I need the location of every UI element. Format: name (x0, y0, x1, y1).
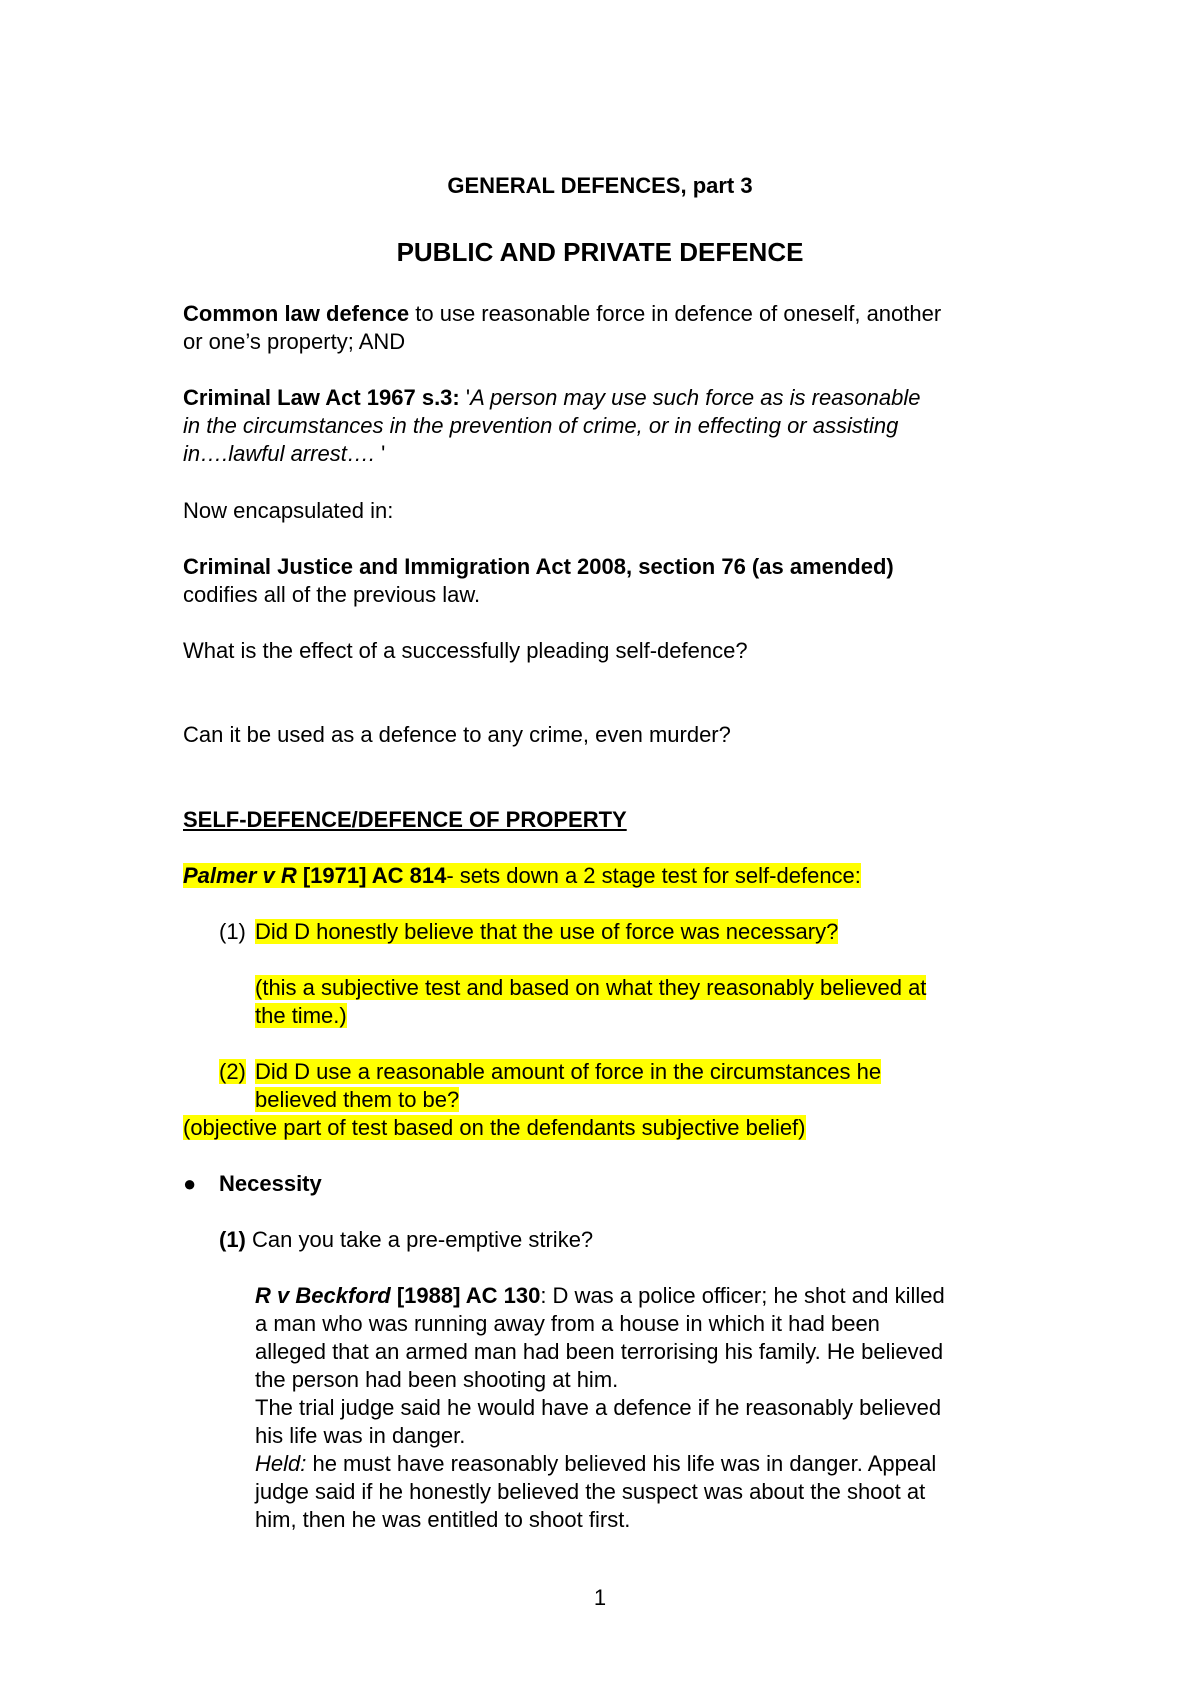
common-law-label: Common law defence (183, 301, 410, 326)
document-subtitle: PUBLIC AND PRIVATE DEFENCE (396, 237, 804, 267)
held-label: Held: (255, 1451, 307, 1476)
paragraph-common-law-line2: or one’s property; AND (183, 329, 406, 354)
stage-1-question: Did D honestly believe that the use of force was necessary? (255, 919, 839, 944)
palmer-v-r-line (183, 862, 861, 890)
quote-line-3-wrap (183, 440, 385, 468)
stage-1-note-line-1: (this a subjective test and based on what they reasonably believed at (255, 975, 927, 1000)
quote-close: ' (374, 441, 386, 466)
stage-2-note: (objective part of test based on the defendants subjective belief) (183, 1115, 806, 1140)
quote-line-2: in the circumstances in the prevention of crime, or in effecting or assisting (183, 413, 899, 438)
beckford-text: : D was a police officer; he shot and killed (540, 1283, 945, 1308)
beckford-case-name: R v Beckford (255, 1283, 391, 1308)
question-any-crime: Can it be used as a defence to any crime, even murder? (183, 722, 731, 747)
beckford-held-line (255, 1450, 936, 1478)
beckford-line-2: a man who was running away from a house in which it had been (255, 1311, 880, 1336)
stage-2-question-line-1: Did D use a reasonable amount of force in the circumstances he (255, 1059, 882, 1084)
beckford-citation: [1988] AC 130 (390, 1283, 541, 1308)
bullet-necessity: Necessity (219, 1171, 322, 1196)
stage-2-number: (2) (219, 1059, 246, 1084)
quote-open: ' (459, 385, 471, 410)
page-number: 1 (593, 1585, 607, 1610)
quote-line-1: A person may use such force as is reasonable (470, 385, 921, 410)
criminal-law-act-label: Criminal Law Act 1967 s.3: (183, 385, 460, 410)
paragraph-now-encapsulated: Now encapsulated in: (183, 498, 394, 523)
pre-emptive-question: Can you take a pre-emptive strike? (245, 1227, 594, 1252)
palmer-citation: [1971] AC 814 (296, 863, 447, 888)
paragraph-criminal-law-act (183, 384, 920, 412)
beckford-line-3: alleged that an armed man had been terrorising his family. He believed (255, 1339, 944, 1364)
stage-1-note-line-2: the time.) (255, 1003, 347, 1028)
pre-emptive-strike-line (219, 1226, 593, 1254)
question-effect: What is the effect of a successfully pleading self-defence? (183, 638, 748, 663)
beckford-held-line-3: him, then he was entitled to shoot first. (255, 1507, 631, 1532)
common-law-text: to use reasonable force in defence of oneself, another (409, 301, 942, 326)
beckford-held-line-2: judge said if he honestly believed the suspect was about the shoot at (255, 1479, 926, 1504)
palmer-case-name: Palmer v R (183, 863, 297, 888)
palmer-text: - sets down a 2 stage test for self-defence: (446, 863, 861, 888)
pre-emptive-number: (1) (219, 1227, 246, 1252)
beckford-line-6: his life was in danger. (255, 1423, 466, 1448)
palmer-highlight (183, 863, 861, 888)
stage-1-number: (1) (219, 919, 246, 944)
bullet-dot-icon: ● (183, 1171, 197, 1196)
document-title: GENERAL DEFENCES, part 3 (447, 173, 753, 198)
paragraph-common-law (183, 300, 941, 328)
stage-2-question-line-2: believed them to be? (255, 1087, 460, 1112)
cjia-2008-text: codifies all of the previous law. (183, 582, 481, 607)
beckford-line-4: the person had been shooting at him. (255, 1367, 619, 1392)
beckford-line-1 (255, 1282, 945, 1310)
cjia-2008-heading: Criminal Justice and Immigration Act 2008, section 76 (as amended) (183, 554, 894, 579)
quote-line-3: in….lawful arrest…. (183, 441, 375, 466)
beckford-line-5: The trial judge said he would have a defence if he reasonably believed (255, 1395, 942, 1420)
section-heading-self-defence: SELF-DEFENCE/DEFENCE OF PROPERTY (183, 807, 627, 832)
held-text: he must have reasonably believed his life was in danger. Appeal (306, 1451, 937, 1476)
